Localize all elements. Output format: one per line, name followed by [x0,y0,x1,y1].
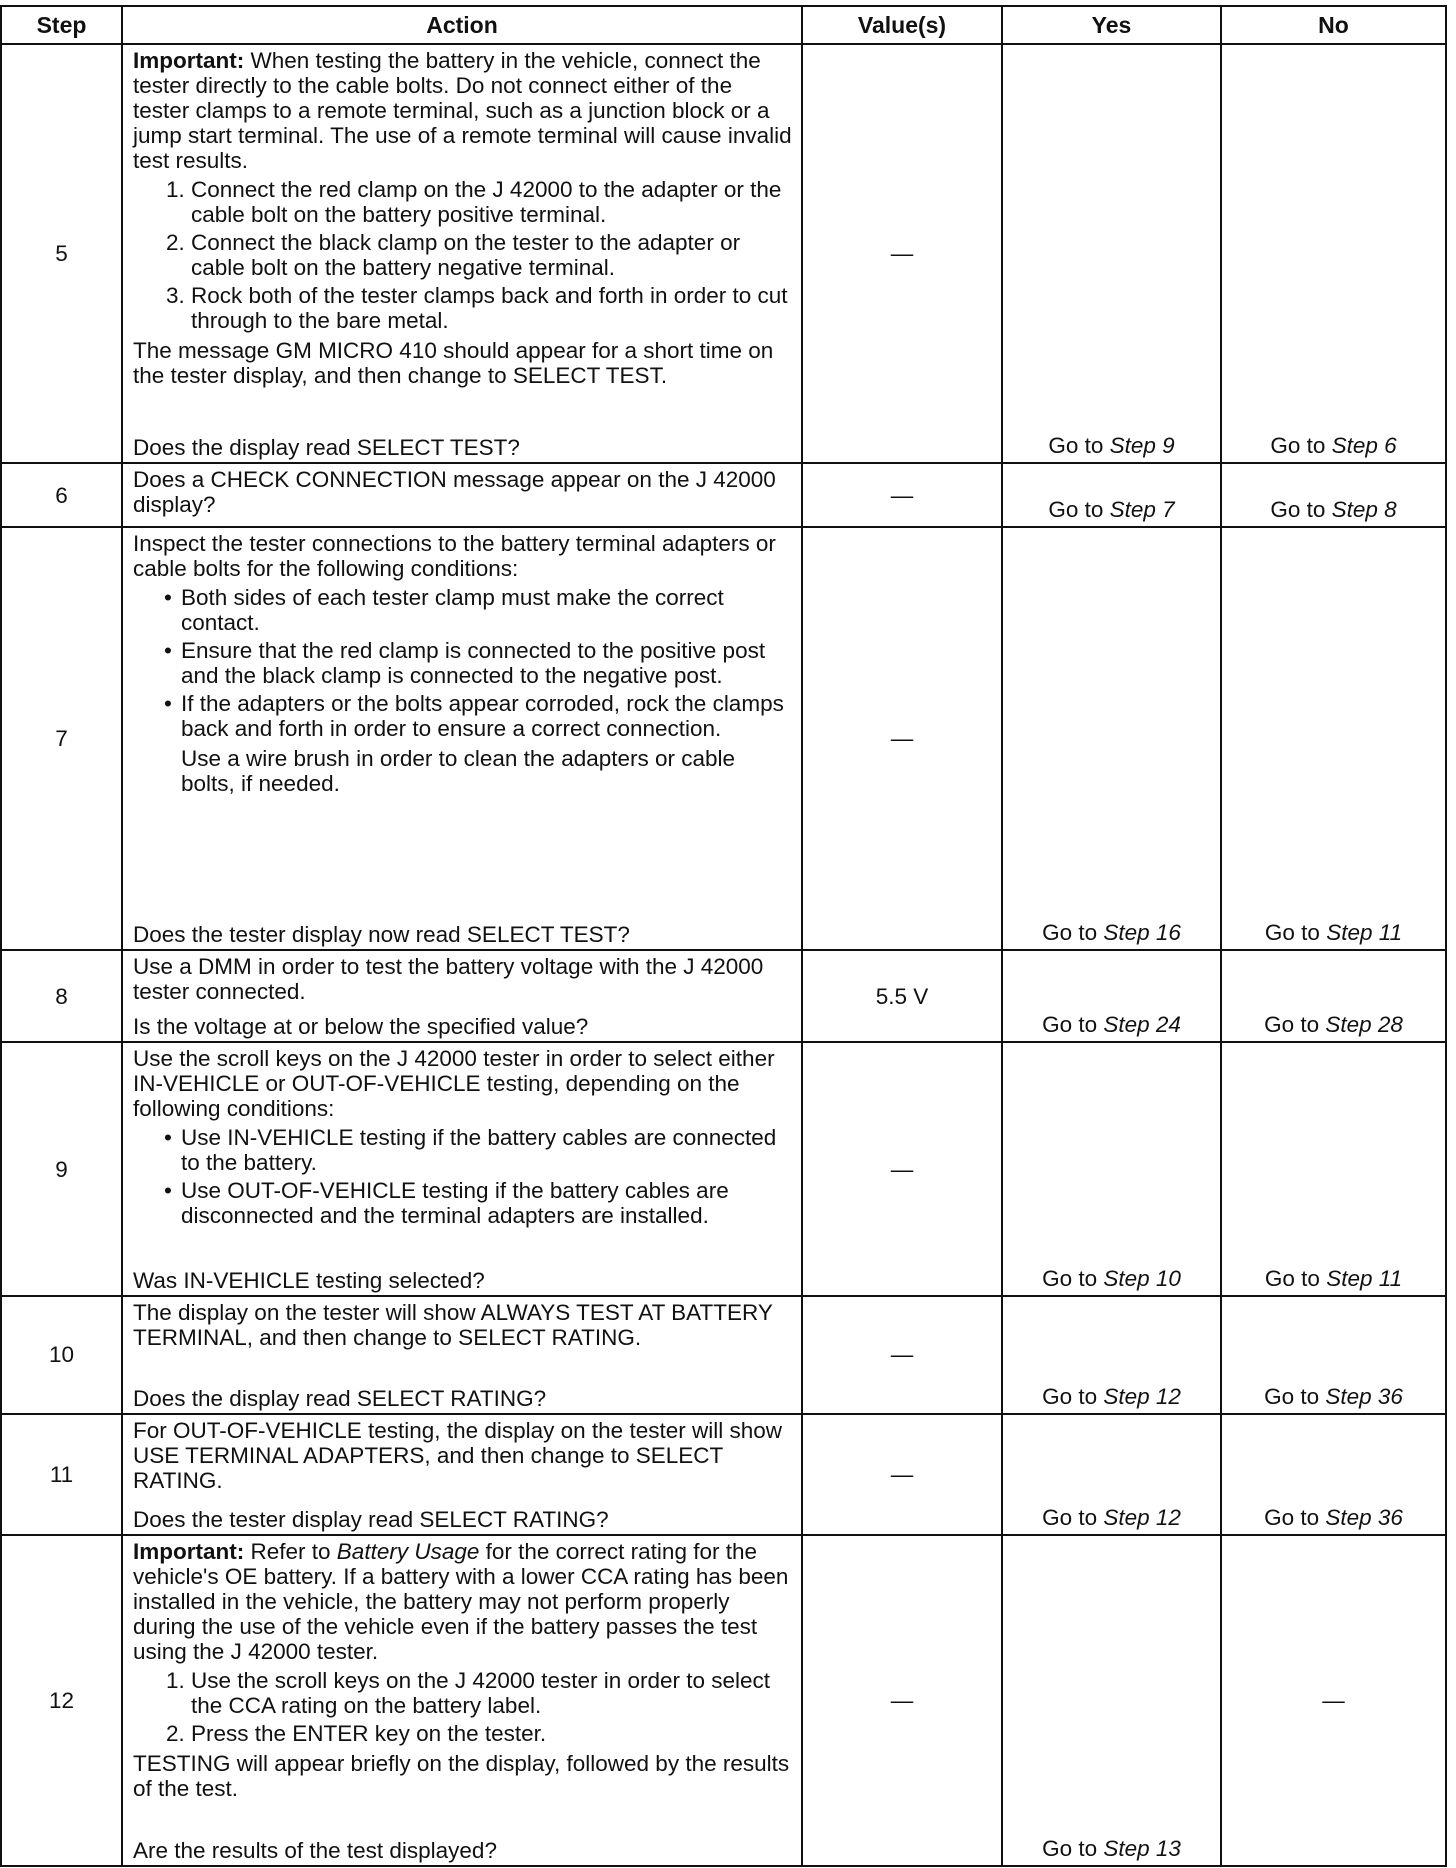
question-text: Does the tester display read SELECT RATING? [133,1506,609,1532]
step-number: 10 [1,1296,122,1414]
table-row [1,44,1446,463]
important-note [133,48,793,173]
table-row [1,1296,1446,1414]
value-cell: — [802,1414,1002,1535]
yes-cell [1002,1535,1221,1866]
step-number: 5 [1,44,122,463]
bullet-list [133,1125,793,1231]
goto-prefix: Go to [1042,1265,1104,1291]
goto-prefix: Go to [1048,433,1110,459]
no-cell [1221,463,1446,527]
goto-prefix: Go to [1264,1504,1326,1530]
goto-link[interactable] [1270,433,1396,458]
important-text: for the correct rating for the vehicle's OE battery. If a battery with a lower CCA rating has been installed in the vehicle, the battery may not perform properly during the use of the vehicle even if the battery passes the test using the J 42000 tester. [133,1538,789,1664]
goto-link[interactable] [1265,920,1402,945]
no-cell [1221,1042,1446,1296]
goto-prefix: Go to [1042,1384,1104,1410]
goto-step: Step 24 [1103,1012,1181,1038]
step-number: 12 [1,1535,122,1866]
goto-link[interactable] [1042,920,1181,945]
goto-step: Step 36 [1325,1504,1403,1530]
question-text: Does a CHECK CONNECTION message appear on the J 42000 display? [133,467,776,518]
no-cell [1221,1414,1446,1535]
note-text: The message GM MICRO 410 should appear for a short time on the tester display, and then change to SELECT TEST. [133,338,774,388]
goto-link[interactable] [1042,1266,1181,1291]
note-text: TESTING will appear briefly on the display, followed by the results of the test. [133,1750,790,1801]
numbered-list [133,177,793,336]
goto-prefix: Go to [1264,1265,1327,1291]
step-number: 6 [1,463,122,527]
intro-text: Inspect the tester connections to the battery terminal adapters or cable bolts for the following conditions: [133,531,776,582]
goto-link[interactable] [1264,1384,1403,1409]
action-cell [122,1535,802,1866]
list-item: 1. Connect the red clamp on the J 42000 to the adapter or the cable bolt on the battery positive terminal. [191,177,793,227]
value-cell: — [802,44,1002,463]
step-number: 8 [1,950,122,1042]
value-cell: 5.5 V [802,950,1002,1042]
yes-cell [1002,1296,1221,1414]
action-cell [122,1042,802,1296]
goto-link[interactable] [1264,1012,1403,1037]
goto-step: Step 12 [1103,1504,1181,1530]
list-item: 3. Rock both of the tester clamps back and forth in order to cut through to the bare metal. [191,283,793,333]
goto-prefix: Go to [1264,1012,1326,1038]
yes-cell [1002,1414,1221,1535]
header-yes: Yes [1002,6,1221,44]
list-item: • Both sides of each tester clamp must make the correct contact. [181,585,793,635]
goto-link[interactable] [1042,1012,1181,1037]
list-item: • If the adapters or the bolts appear corroded, rock the clamps back and forth in order to ensure a correct connection. [181,691,793,741]
important-label: Important: [133,1538,245,1564]
header-row [1,6,1446,44]
intro-text: For OUT-OF-VEHICLE testing, the display on the tester will show USE TERMINAL ADAPTERS, and then change to SELECT RATING. [133,1418,782,1494]
goto-step: Step 10 [1103,1265,1181,1291]
value-cell: — [802,1296,1002,1414]
goto-prefix: Go to [1048,497,1110,523]
value-cell: — [802,527,1002,950]
step-number: 9 [1,1042,122,1296]
header-values: Value(s) [802,6,1002,44]
action-cell [122,1296,802,1414]
list-item: 2. Press the ENTER key on the tester. [191,1721,793,1746]
action-cell [122,1414,802,1535]
goto-prefix: Go to [1042,1012,1104,1038]
goto-step: Step 28 [1325,1012,1403,1038]
table-row [1,527,1446,950]
goto-link[interactable] [1270,497,1396,522]
goto-link[interactable] [1042,1505,1181,1530]
action-cell [122,44,802,463]
action-cell [122,463,802,527]
goto-prefix: Go to [1042,919,1104,945]
question-text: Does the display read SELECT RATING? [133,1386,547,1412]
list-item: 1. Use the scroll keys on the J 42000 tester in order to select the CCA rating on the battery label. [191,1668,793,1718]
goto-link[interactable] [1042,1384,1181,1409]
goto-step: Step 36 [1325,1384,1403,1410]
value-cell: — [802,463,1002,527]
intro-text: The display on the tester will show ALWAYS TEST AT BATTERY TERMINAL, and then change to SELECT RATING. [133,1299,773,1350]
bullet-list [133,585,793,744]
goto-link[interactable] [1264,1505,1403,1530]
table-row [1,1414,1446,1535]
action-cell [122,950,802,1042]
goto-prefix: Go to [1264,1384,1326,1410]
no-cell [1221,44,1446,463]
list-item: • Use IN-VEHICLE testing if the battery cables are connected to the battery. [181,1125,793,1175]
intro-text: Use the scroll keys on the J 42000 tester in order to select either IN-VEHICLE or OUT-OF-VEHICLE testing, depending on the following conditions: [133,1046,775,1122]
action-cell [122,527,802,950]
goto-link[interactable] [1048,433,1174,458]
goto-step: Step 11 [1326,1265,1403,1291]
step-number: 7 [1,527,122,950]
goto-step: Step 16 [1103,919,1181,945]
goto-step: Step 13 [1103,1836,1181,1861]
intro-text: Use a DMM in order to test the battery voltage with the J 42000 tester connected. [133,953,764,1004]
goto-link[interactable] [1042,1836,1181,1861]
list-item: • Ensure that the red clamp is connected to the positive post and the black clamp is connected to the negative post. [181,638,793,688]
yes-cell [1002,1042,1221,1296]
goto-prefix: Go to [1042,1836,1104,1861]
goto-link[interactable] [1048,497,1174,522]
question-text: Is the voltage at or below the specified value? [133,1014,589,1040]
goto-prefix: Go to [1270,497,1332,523]
no-cell: — [1221,1535,1446,1866]
important-text: When testing the battery in the vehicle, connect the tester directly to the cable bolts. Do not connect either of the tester clamps to a remote terminal, such as a junction block or a jump start terminal. The use of a remote terminal will cause invalid test results. [133,48,792,173]
reference-link[interactable]: Battery Usage [336,1538,480,1564]
header-action: Action [122,6,802,44]
goto-step: Step 7 [1109,497,1175,523]
goto-prefix: Go to [1042,1504,1104,1530]
goto-link[interactable] [1265,1266,1402,1291]
table-row [1,1042,1446,1296]
list-item: 2. Connect the black clamp on the tester to the adapter or cable bolt on the battery negative terminal. [191,230,793,280]
no-cell [1221,1296,1446,1414]
important-text: Refer to [244,1538,337,1564]
value-cell: — [802,1535,1002,1866]
question-text: Does the tester display now read SELECT TEST? [133,921,630,947]
header-no: No [1221,6,1446,44]
goto-prefix: Go to [1270,433,1332,459]
yes-cell [1002,527,1221,950]
numbered-list [133,1668,793,1749]
yes-cell [1002,463,1221,527]
yes-cell [1002,44,1221,463]
goto-step: Step 6 [1331,433,1397,459]
sub-note: Use a wire brush in order to clean the adapters or cable bolts, if needed. [181,746,736,797]
goto-step: Step 8 [1331,497,1397,523]
yes-cell [1002,950,1221,1042]
no-cell [1221,950,1446,1042]
question-text: Was IN-VEHICLE testing selected? [133,1267,485,1293]
table-row [1,463,1446,527]
table-row [1,950,1446,1042]
header-step: Step [1,6,122,44]
table-row [1,1535,1446,1866]
important-note [133,1539,793,1664]
step-number: 11 [1,1414,122,1535]
goto-step: Step 11 [1326,919,1403,945]
goto-prefix: Go to [1264,919,1327,945]
diagnostic-table [0,5,1447,1867]
question-text: Does the display read SELECT TEST? [133,435,520,461]
goto-step: Step 9 [1109,433,1175,459]
goto-step: Step 12 [1103,1384,1181,1410]
value-cell: — [802,1042,1002,1296]
question-text: Are the results of the test displayed? [133,1838,497,1863]
important-label: Important: [133,48,245,73]
no-cell [1221,527,1446,950]
list-item: • Use OUT-OF-VEHICLE testing if the battery cables are disconnected and the terminal adapters are installed. [181,1178,793,1228]
